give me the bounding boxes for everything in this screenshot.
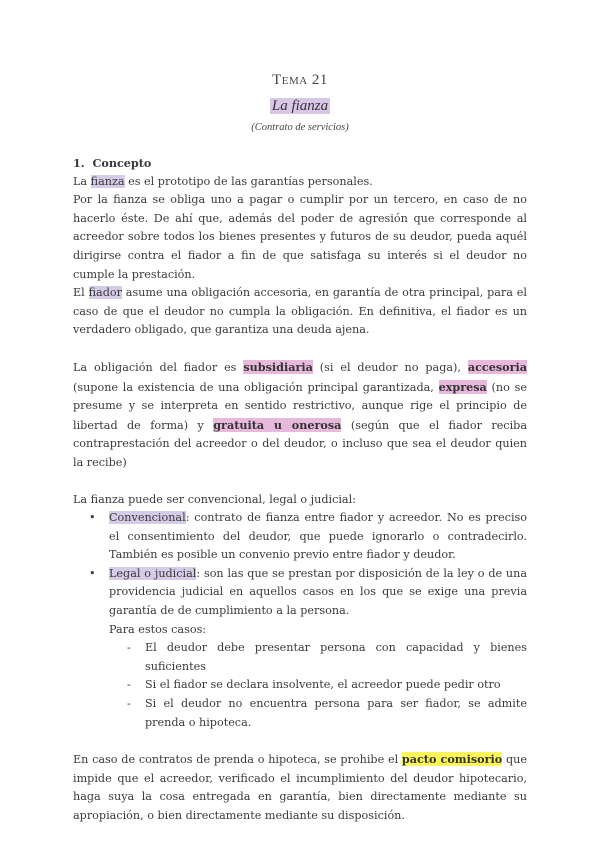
paragraph-types-intro: La fianza puede ser convencional, legal o judicial:	[73, 492, 356, 506]
list-item-legal-judicial	[109, 565, 527, 732]
highlight-gratuita-onerosa: gratuita u onerosa	[213, 417, 342, 432]
highlight-convencional: Convencional	[109, 511, 186, 525]
highlight-fiador: fiador	[88, 286, 122, 300]
text: (según que el fiador reciba contraprestación del acreedor o del deudor, o incluso que sea el deudor quien la recibe)	[73, 418, 527, 469]
topic-number: Tema 21	[272, 72, 328, 88]
text: (supone la existencia de una obligación principal garantizada,	[73, 380, 439, 394]
text: El	[73, 286, 89, 300]
cases-list	[109, 639, 527, 732]
title-wrap	[0, 95, 600, 115]
highlight-subsidiaria: subsidiaria	[243, 359, 313, 374]
paragraph-pacto-comisorio	[73, 750, 527, 825]
paragraph-fianza-intro	[73, 173, 527, 192]
list-item: - Si el fiador se declara insolvente, el acreedor puede pedir otro	[145, 676, 527, 695]
highlight-pacto-comisorio: pacto comisorio	[401, 752, 503, 767]
list-item-convencional	[109, 509, 527, 565]
document-title: La fianza	[271, 98, 329, 114]
text: La obligación del fiador es	[73, 360, 244, 374]
text: La	[73, 174, 91, 188]
text: En caso de contratos de prenda o hipoteca, se prohibe el	[73, 753, 402, 767]
text: : son las que se prestan por disposición de la ley o de una providencia judicial en aquellos casos en los que se exige una previa garantía de de cumplimiento a la persona.	[109, 566, 528, 618]
paragraph-obligation: Por la fianza se obliga uno a pagar o cumplir por un tercero, en caso de no hacerlo éste. De ahí que, además del poder de agresión que corresponde al acreedor sobre todos los bienes presentes y futuros de su deudor, pueda aquél dirigirse contra el fiador a fin de que satisfaga su interés si el deudor no cumple la prestación.	[73, 193, 527, 281]
subtitle-note: (Contrato de servicios)	[251, 122, 349, 133]
text: asume una obligación accesoria, en garantía de otra principal, para el caso de que el deudor no cumpla la obligación. En definitiva, el fiador es un verdadero obligado, que garantiza una deuda ajena.	[73, 286, 527, 337]
list-item: - El deudor debe presentar persona con capacidad y bienes suficientes	[145, 639, 527, 676]
cases-label: Para estos casos:	[109, 622, 207, 636]
paragraph-characteristics	[73, 358, 527, 473]
highlight-expresa: expresa	[438, 379, 487, 394]
text: : contrato de fianza entre fiador y acreedor. No es preciso el consentimiento del deudor, que puede ignorarlo o contradecirlo. También es posible un convenio previo entre fiador y deudor.	[109, 511, 527, 562]
highlight-fianza: fianza	[90, 174, 125, 188]
paragraph-fiador	[73, 284, 527, 340]
highlight-accesoria: accesoria	[467, 359, 527, 374]
text: es el prototipo de las garantías personales.	[124, 174, 373, 188]
text: que impide que el acreedor, verificado el incumplimiento del deudor hipotecario, haga suya la cosa entregada en garantía, bien directamente mediante su apropiación, o bien directamente mediante su disposición.	[73, 753, 527, 822]
section-heading-concepto: 1. Concepto	[73, 156, 152, 170]
text: (si el deudor no paga),	[312, 360, 468, 374]
text: (no se presume y se interpreta en sentido restrictivo, aunque rige el principio de libertad de forma) y	[73, 380, 527, 432]
highlight-legal-judicial: Legal o judicial	[109, 566, 197, 580]
types-list	[73, 509, 527, 732]
list-item: - Si el deudor no encuentra persona para ser fiador, se admite prenda o hipoteca.	[145, 695, 527, 732]
document-body	[73, 154, 527, 826]
